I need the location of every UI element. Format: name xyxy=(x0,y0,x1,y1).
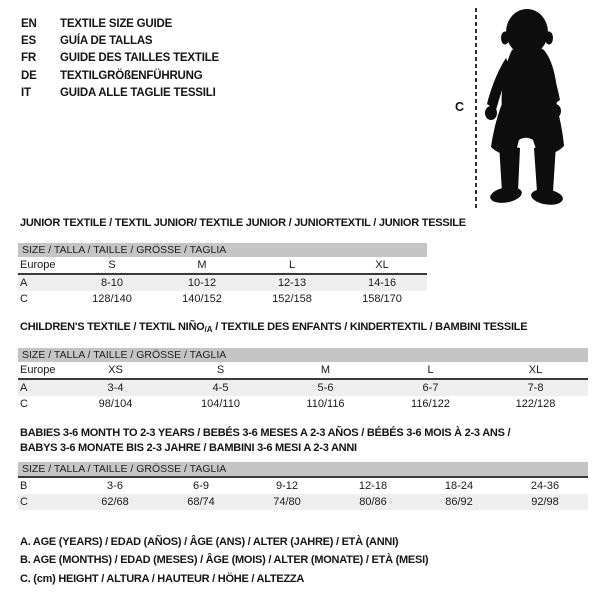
size-value-cell: 10-12 xyxy=(157,274,247,291)
legend-line-c: C. (cm) HEIGHT / ALTURA / HAUTEUR / HÖHE / ALTEZZA xyxy=(20,572,305,585)
row-label-cell: C xyxy=(20,293,28,305)
size-value-cell: 7-8 xyxy=(483,379,588,396)
size-column-header: XS xyxy=(63,362,168,379)
region-label-cell: Europe xyxy=(18,257,67,274)
language-code: DE xyxy=(21,69,37,82)
language-code: FR xyxy=(21,52,36,65)
table-row xyxy=(18,494,588,510)
size-header-row xyxy=(18,462,588,477)
language-title: TEXTILE SIZE GUIDE xyxy=(60,17,173,30)
size-value-cell: 68/74 xyxy=(158,494,244,510)
children-size-table xyxy=(18,348,588,412)
size-column-header: M xyxy=(273,362,378,379)
language-code: IT xyxy=(21,87,31,100)
children-title-part2: / TEXTILE DES ENFANTS / KINDERTEXTIL / BAMBINI TESSILE xyxy=(212,321,528,333)
row-label-cell: B xyxy=(20,480,28,492)
size-value-cell: 98/104 xyxy=(98,398,133,410)
size-value-cell: 62/68 xyxy=(72,494,158,510)
row-label-cell: A xyxy=(18,379,63,396)
size-value-cell: 14-16 xyxy=(337,274,427,291)
size-value-cell: 152/158 xyxy=(272,293,312,305)
language-title-list xyxy=(21,15,219,102)
language-title: GUÍA DE TALLAS xyxy=(60,35,153,48)
size-value-cell: 8-10 xyxy=(67,274,157,291)
baby-figure xyxy=(450,0,600,218)
size-value-cell: 6-9 xyxy=(193,480,209,492)
legend-line-a: A. AGE (YEARS) / EDAD (AÑOS) / ÂGE (ANS) / ALTER (JAHRE) / ETÀ (ANNI) xyxy=(20,536,399,548)
table-row xyxy=(18,379,588,396)
size-columns-row xyxy=(18,362,588,379)
size-value-cell: 12-18 xyxy=(358,480,388,492)
junior-table-title: JUNIOR TEXTILE / TEXTIL JUNIOR/ TEXTILE JUNIOR / JUNIORTEXTIL / JUNIOR TESSILE xyxy=(20,217,466,229)
size-value-cell: 104/110 xyxy=(201,398,240,410)
size-value-cell: 128/140 xyxy=(92,293,132,305)
baby-silhouette-icon xyxy=(482,8,574,206)
children-table-title xyxy=(20,321,527,334)
junior-size-table xyxy=(18,243,427,307)
region-label-cell: Europe xyxy=(18,362,63,379)
size-value-cell: 80/86 xyxy=(330,494,416,510)
size-column-header: M xyxy=(157,257,247,274)
size-column-header: XL xyxy=(337,257,427,274)
size-value-cell: 3-4 xyxy=(63,379,168,396)
babies-table-title xyxy=(20,426,510,456)
babies-title-line1: BABIES 3-6 MONTH TO 2-3 YEARS / BEBÉS 3-6 MESES A 2-3 AÑOS / BÉBÉS 3-6 MOIS À 2-3 ANS / xyxy=(20,427,511,439)
children-title-subscript: /A xyxy=(204,325,213,334)
table-row xyxy=(18,477,588,494)
size-value-cell: 18-24 xyxy=(444,480,474,492)
table-row xyxy=(18,396,588,412)
size-value-cell: 3-6 xyxy=(107,480,123,492)
size-column-header: L xyxy=(378,362,483,379)
table-row xyxy=(18,274,427,291)
size-column-header: L xyxy=(247,257,337,274)
language-row xyxy=(21,67,219,84)
size-value-cell: 116/122 xyxy=(411,398,450,410)
language-title: TEXTILGRÖßENFÜHRUNG xyxy=(60,69,203,82)
size-value-cell: 110/116 xyxy=(306,398,345,410)
size-value-cell: 6-7 xyxy=(378,379,483,396)
language-row xyxy=(21,15,219,32)
size-value-cell: 86/92 xyxy=(416,494,502,510)
size-value-cell: 158/170 xyxy=(362,293,402,305)
language-title: GUIDA ALLE TAGLIE TESSILI xyxy=(60,87,216,100)
size-value-cell: 122/128 xyxy=(515,398,556,410)
height-measure-label: C xyxy=(455,100,465,114)
babies-title-line2: BABYS 3-6 MONATE BIS 2-3 JAHRE / BAMBINI 3-6 MESI A 2-3 ANNI xyxy=(20,442,357,454)
size-column-header: S xyxy=(67,257,157,274)
size-value-cell: 4-5 xyxy=(168,379,273,396)
language-row xyxy=(21,85,219,102)
row-label-cell: A xyxy=(18,274,67,291)
size-column-header: S xyxy=(168,362,273,379)
size-header-row xyxy=(18,348,588,362)
height-dotted-line xyxy=(475,8,477,209)
size-columns-row xyxy=(18,257,427,274)
size-value-cell: 5-6 xyxy=(273,379,378,396)
language-code: ES xyxy=(21,35,36,48)
size-value-cell: 12-13 xyxy=(247,274,337,291)
size-header-row xyxy=(18,243,427,257)
babies-size-table xyxy=(18,462,588,510)
size-value-cell: 9-12 xyxy=(275,480,299,492)
measurement-legend xyxy=(20,533,428,588)
size-header-bar: SIZE / TALLA / TAILLE / GRÖSSE / TAGLIA xyxy=(18,462,588,477)
children-title-part1: CHILDREN'S TEXTILE / TEXTIL NIÑO xyxy=(20,321,205,333)
table-row xyxy=(18,291,427,307)
row-label-cell: C xyxy=(20,398,28,410)
size-column-header: XL xyxy=(483,362,588,379)
size-value-cell: 24-36 xyxy=(530,480,560,492)
size-value-cell: 74/80 xyxy=(244,494,330,510)
legend-line-b: B. AGE (MONTHS) / EDAD (MESES) / ÂGE (MOIS) / ALTER (MONATE) / ETÀ (MESI) xyxy=(20,554,429,567)
size-header-bar: SIZE / TALLA / TAILLE / GRÖSSE / TAGLIA xyxy=(18,243,427,257)
language-title: GUIDE DES TAILLES TEXTILE xyxy=(60,52,219,65)
language-row xyxy=(21,50,219,67)
language-code: EN xyxy=(21,17,37,30)
size-value-cell: 92/98 xyxy=(502,494,588,510)
size-header-bar: SIZE / TALLA / TAILLE / GRÖSSE / TAGLIA xyxy=(18,348,588,362)
row-label-cell: C xyxy=(18,494,72,510)
size-value-cell: 140/152 xyxy=(182,293,222,305)
language-row xyxy=(21,32,219,49)
